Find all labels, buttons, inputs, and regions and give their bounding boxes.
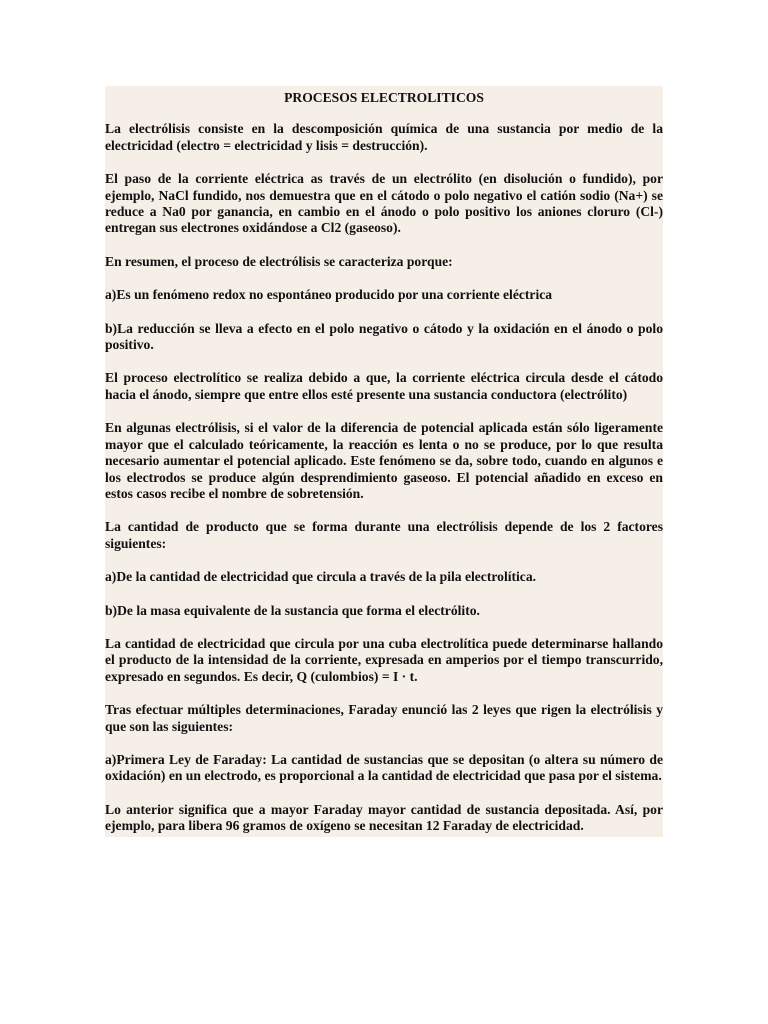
document-title: PROCESOS ELECTROLITICOS — [284, 90, 484, 105]
paragraph-conclusion: Lo anterior significa que a mayor Faraday mayor cantidad de sustancia depositada. Así, por ejemplo, para libera 96 gramos de oxígeno se necesitan 12 Faraday de electricidad. — [105, 801, 663, 834]
paragraph-faraday-intro: Tras efectuar múltiples determinaciones, Faraday enunció las 2 leyes que rigen la electrólisis y que son las siguientes: — [105, 702, 663, 734]
paragraph-factors-intro: La cantidad de producto que se forma durante una electrólisis depende de los 2 factores siguientes: — [105, 519, 663, 551]
paragraph-definition: La electrólisis consiste en la descomposición química de una sustancia por medio de la electricidad (electro = electricidad y lisis = destrucción). — [105, 121, 663, 153]
paragraph-overvoltage: En algunas electrólisis, si el valor de la diferencia de potencial aplicada están sólo ligeramente mayor que el calculado teóricamente, la reacción es lenta o no se produce, por lo que resulta necesario aumentar el potencial aplicado. Este fenómeno se da, sobre todo, cuando en algunos e los electrodos se produce algún desprendimiento gaseoso. El potencial añadido en exceso en estos casos recibe el nombre de sobretensión. — [105, 420, 663, 501]
paragraph-point-a: a)Es un fenómeno redox no espontáneo producido por una corriente eléctrica — [105, 287, 553, 303]
paragraph-first-law: a)Primera Ley de Faraday: La cantidad de sustancias que se depositan (o altera su número de oxidación) en un electrodo, es proporcional a la cantidad de electricidad que pasa por el sistema. — [105, 751, 663, 784]
paragraph-nacl-example: El paso de la corriente eléctrica as través de un electrólito (en disolución o fundido), por ejemplo, NaCl fundido, nos demuestra que en el cátodo o polo negativo el catión sodio (Na+) se reduce a Na0 por ganancia, en cambio en el ánodo o polo positivo los aniones cloruro (Cl-) entregan sus electrones oxidándose a Cl2 (gaseoso). — [105, 171, 663, 236]
paragraph-summary-intro: En resumen, el proceso de electrólisis se caracteriza porque: — [105, 253, 453, 269]
paragraph-factor-a: a)De la cantidad de electricidad que circula a través de la pila electrolítica. — [105, 569, 537, 585]
paragraph-point-b: b)La reducción se lleva a efecto en el polo negativo o cátodo y la oxidación en el ánodo o polo positivo. — [105, 320, 663, 353]
paragraph-factor-b: b)De la masa equivalente de la sustancia que forma el electrólito. — [105, 602, 480, 618]
paragraph-process: El proceso electrolítico se realiza debido a que, la corriente eléctrica circula desde el cátodo hacia el ánodo, siempre que entre ellos esté presente una sustancia conductora (electrólito) — [105, 370, 663, 402]
paragraph-quantity-electricity: La cantidad de electricidad que circula por una cuba electrolítica puede determinarse hallando el producto de la intensidad de la corriente, expresada en amperios por el tiempo transcurrido, expresado en segundos. Es decir, Q (culombios) = I · t. — [105, 635, 663, 684]
document-content — [105, 86, 663, 837]
